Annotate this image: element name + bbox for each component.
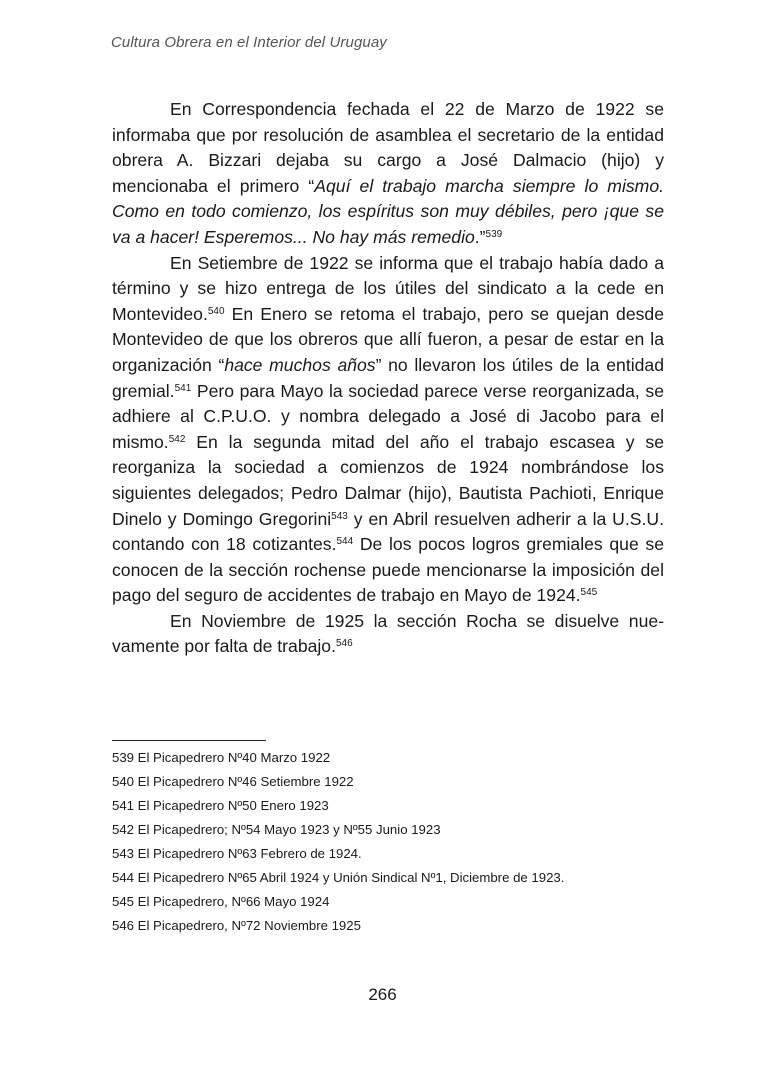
footnote-ref: 546 (335, 638, 353, 650)
footnote-ref: 545 (580, 587, 598, 599)
body-text (112, 97, 664, 660)
text-run: En Enero se retoma el trabajo, pero se quejan desde Montevideo de que los obreros que allí fueron, a pesar de estar en la organización “ (112, 303, 664, 375)
text-run: y en Abril resuelven adherir a la U.S.U. contando con 18 cotizantes. (112, 508, 664, 555)
footnote-ref: 544 (336, 536, 354, 548)
footnote-ref: 540 (207, 305, 225, 317)
footnote-divider (112, 740, 266, 741)
text-run: Pero para Mayo la sociedad parece verse reorganizada, se adhiere al C.P.U.O. y nombra delegado a José di Jacobo para el mismo. (112, 380, 664, 452)
footnote-item: 540 El Picapedrero Nº46 Setiembre 1922 (112, 774, 354, 789)
footnote-item: 545 El Picapedrero, Nº66 Mayo 1924 (112, 894, 330, 909)
footnote-item: 542 El Picapedrero; Nº54 Mayo 1923 y Nº55 Junio 1923 (112, 822, 441, 837)
italic-quote: Aquí el trabajo marcha siempre lo mismo. Como en todo comienzo, los espíritus son muy débiles, pero ¡que se va a hacer! Esperemos... No hay más remedio (112, 175, 664, 247)
text-run: ” no llevaron los útiles de la entidad gremial. (112, 354, 664, 401)
footnote-ref: 542 (168, 433, 186, 445)
text-run: En la segunda mitad del año el trabajo escasea y se reorganiza la sociedad a comienzos de 1924 nombrándose los siguientes delegados; Pedro Dalmar (hijo), Bautista Pachioti, Enrique Dinelo y Domingo Gregorini (112, 431, 664, 529)
text-run: .” (474, 226, 486, 247)
footnote-item: 539 El Picapedrero Nº40 Marzo 1922 (112, 750, 331, 765)
text-run: En Noviembre de 1925 la sección Rocha se disuelve nuevamente por falta de trabajo. (112, 610, 664, 657)
page-number: 266 (368, 985, 397, 1004)
footnote-item: 544 El Picapedrero Nº65 Abril 1924 y Unión Sindical Nº1, Diciembre de 1923. (112, 870, 565, 885)
footnote-ref: 539 (485, 228, 503, 240)
footnote-ref: 543 (331, 510, 348, 522)
paragraph (112, 97, 664, 251)
text-run: De los pocos logros gremiales que se conocen de la sección rochense puede mencionarse la imposición del pago del seguro de accidentes de trabajo en Mayo de 1924. (112, 534, 664, 606)
text-run: En Correspondencia fechada el 22 de Marzo de 1922 se informaba que por resolución de asamblea el secretario de la entidad obrera A. Bizzari dejaba su cargo a José Dalmacio (hijo) y mencionaba el primero “ (112, 99, 664, 196)
footnote-item: 543 El Picapedrero Nº63 Febrero de 1924. (112, 846, 362, 861)
paragraph (112, 251, 664, 609)
running-header: Cultura Obrera en el Interior del Uruguay (111, 34, 387, 51)
footnote-ref: 541 (174, 382, 192, 394)
footnotes (112, 746, 664, 938)
italic-quote: hace muchos años (224, 354, 376, 375)
footnote-item: 546 El Picapedrero, Nº72 Noviembre 1925 (112, 918, 361, 933)
paragraph (112, 609, 664, 660)
text-run: En Setiembre de 1922 se informa que el trabajo había dado a término y se hizo entrega de los útiles del sindicato a la cede en Montevideo. (112, 252, 664, 324)
footnote-item: 541 El Picapedrero Nº50 Enero 1923 (112, 798, 329, 813)
